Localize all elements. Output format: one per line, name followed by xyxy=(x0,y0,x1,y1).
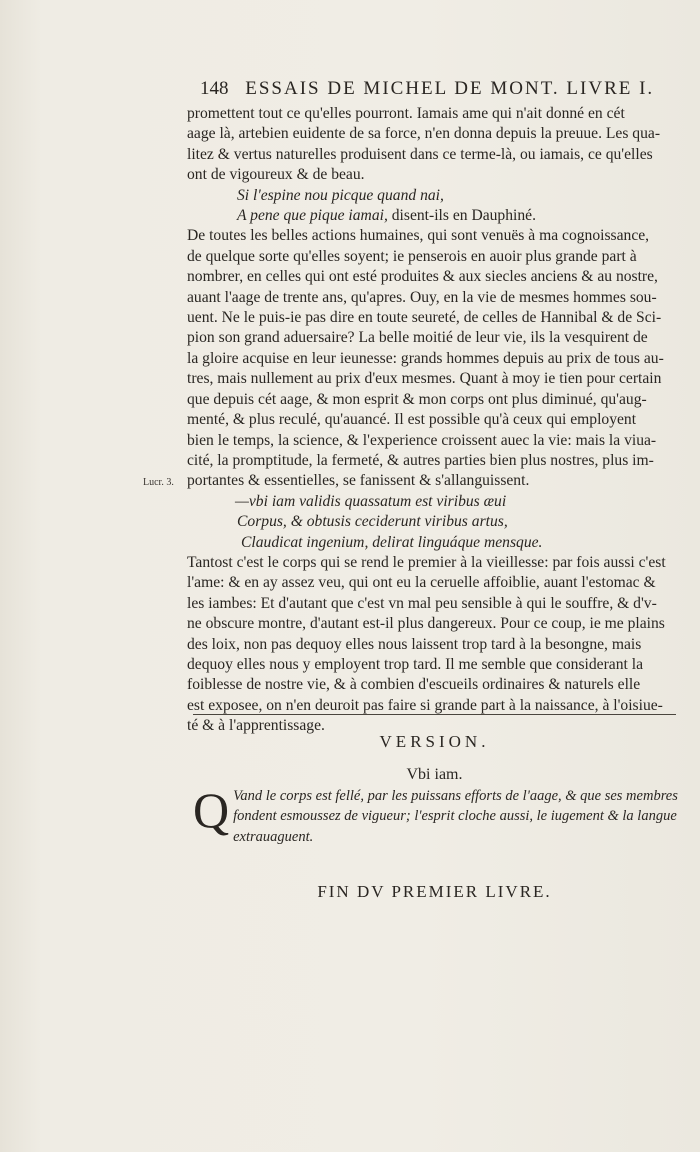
text-line: foiblesse de nostre vie, & à combien d'escueils ordinaires & naturels elle xyxy=(187,676,641,694)
latin-verse-line: —vbi iam validis quassatum est viribus æui xyxy=(235,492,507,510)
translation-text: Vand le corps est fellé, par les puissans efforts de l'aage, & que ses membres fondent esmoussez de vigueur; l'esprit cloche aussi, le iugement & la langue extrauaguent. xyxy=(233,788,678,845)
text-line: té & à l'apprentissage. xyxy=(187,717,325,735)
text-line: promettent tout ce qu'elles pourront. Iamais ame qui n'ait donné en cét xyxy=(187,105,625,122)
version-subheading: Vbi iam. xyxy=(406,766,463,783)
attribution-text: disent-ils en Dauphiné. xyxy=(387,207,536,225)
text-line: nombrer, en celles qui ont esté produites & aux siecles anciens & au nostre, xyxy=(187,268,658,286)
text-line: litez & vertus naturelles produisent dans ce terme-là, ou iamais, ce qu'elles xyxy=(187,145,653,163)
text-line: que depuis cét aage, & mon esprit & mon corps ont plus diminué, qu'aug- xyxy=(187,390,647,408)
text-line: auant l'aage de trente ans, qu'apres. Ouy, en la vie de mesmes hommes sou- xyxy=(187,288,657,306)
text-line: tres, mais nullement au prix d'eux mesmes. Quant à moy ie tien pour certain xyxy=(187,370,662,388)
verse-text: A pene que pique iamai, xyxy=(237,207,388,225)
text-line: ne obscure montre, d'autant est-il plus dangereux. Pour ce coup, ie me plains xyxy=(187,615,665,633)
verse-line: Si l'espine nou picque quand nai, xyxy=(237,186,444,204)
drop-cap: Q xyxy=(193,782,230,838)
text-line: la gloire acquise en leur ieunesse: grands hommes depuis au prix de tous au- xyxy=(187,349,664,367)
text-line: pion son grand aduersaire? La belle moitié de leur vie, ils la vesquirent de xyxy=(187,329,648,347)
paragraph-2 xyxy=(187,226,675,491)
text-line: dequoy elles nous y employent trop tard. Il me semble que considerant la xyxy=(187,655,643,673)
text-line: l'ame: & en ay assez veu, qui ont eu la ceruelle affoiblie, auant l'estomac & xyxy=(187,574,656,592)
text-line: bien le temps, la science, & l'experience croissent auec la vie: mais la viua- xyxy=(187,431,657,449)
section-divider xyxy=(193,714,676,715)
text-line: aage là, artebien euidente de sa force, n'en donna depuis la preuue. Les qua- xyxy=(187,125,661,143)
end-of-book-title: FIN DV PREMIER LIVRE. xyxy=(317,882,552,901)
latin-verse-line: Corpus, & obtusis ceciderunt viribus artus, xyxy=(237,513,508,531)
text-line: ont de vigoureux & de beau. xyxy=(187,166,365,184)
text-line: des loix, non pas dequoy elles nous laissent trop tard à la besongne, mais xyxy=(187,635,642,653)
text-line: De toutes les belles actions humaines, qui sont venuës à ma cognoissance, xyxy=(187,227,650,245)
running-title: ESSAIS DE MICHEL DE MONT. LIVRE I. xyxy=(245,78,655,99)
text-line: de quelque sorte qu'elles soyent; ie penserois en auoir plus grande part à xyxy=(187,247,637,265)
margin-citation: Lucr. 3. xyxy=(143,477,174,488)
text-line: menté, & plus reculé, qu'auancé. Il est possible qu'à ceux qui employent xyxy=(187,411,637,429)
version-heading: VERSION. xyxy=(379,732,490,751)
text-line: est exposee, on n'en deuroit pas faire si grande part à la naissance, à l'oisiue- xyxy=(187,696,663,714)
paragraph-3 xyxy=(187,553,675,737)
text-line: cité, la promptitude, la fermeté, & autres parties bien plus nostres, plus im- xyxy=(187,451,654,469)
verse-line-with-attribution xyxy=(187,206,675,226)
text-line: portantes & essentielles, se fanissent & s'allanguissent. xyxy=(187,472,530,490)
text-line: les iambes: Et d'autant que c'est vn mal peu sensible à qui le souffre, & d'v- xyxy=(187,594,657,612)
running-header xyxy=(200,78,660,100)
version-translation xyxy=(193,782,679,847)
main-text xyxy=(187,104,675,737)
latin-verse-line: Claudicat ingenium, delirat linguáque mensque. xyxy=(241,533,543,551)
text-line: uent. Ne le puis-ie pas dire en toute seureté, de celles de Hannibal & de Sci- xyxy=(187,309,662,327)
text-line: Tantost c'est le corps qui se rend le premier à la vieillesse: par fois aussi c'est xyxy=(187,553,666,571)
paragraph-1 xyxy=(187,104,675,186)
page-number: 148 xyxy=(200,78,229,99)
